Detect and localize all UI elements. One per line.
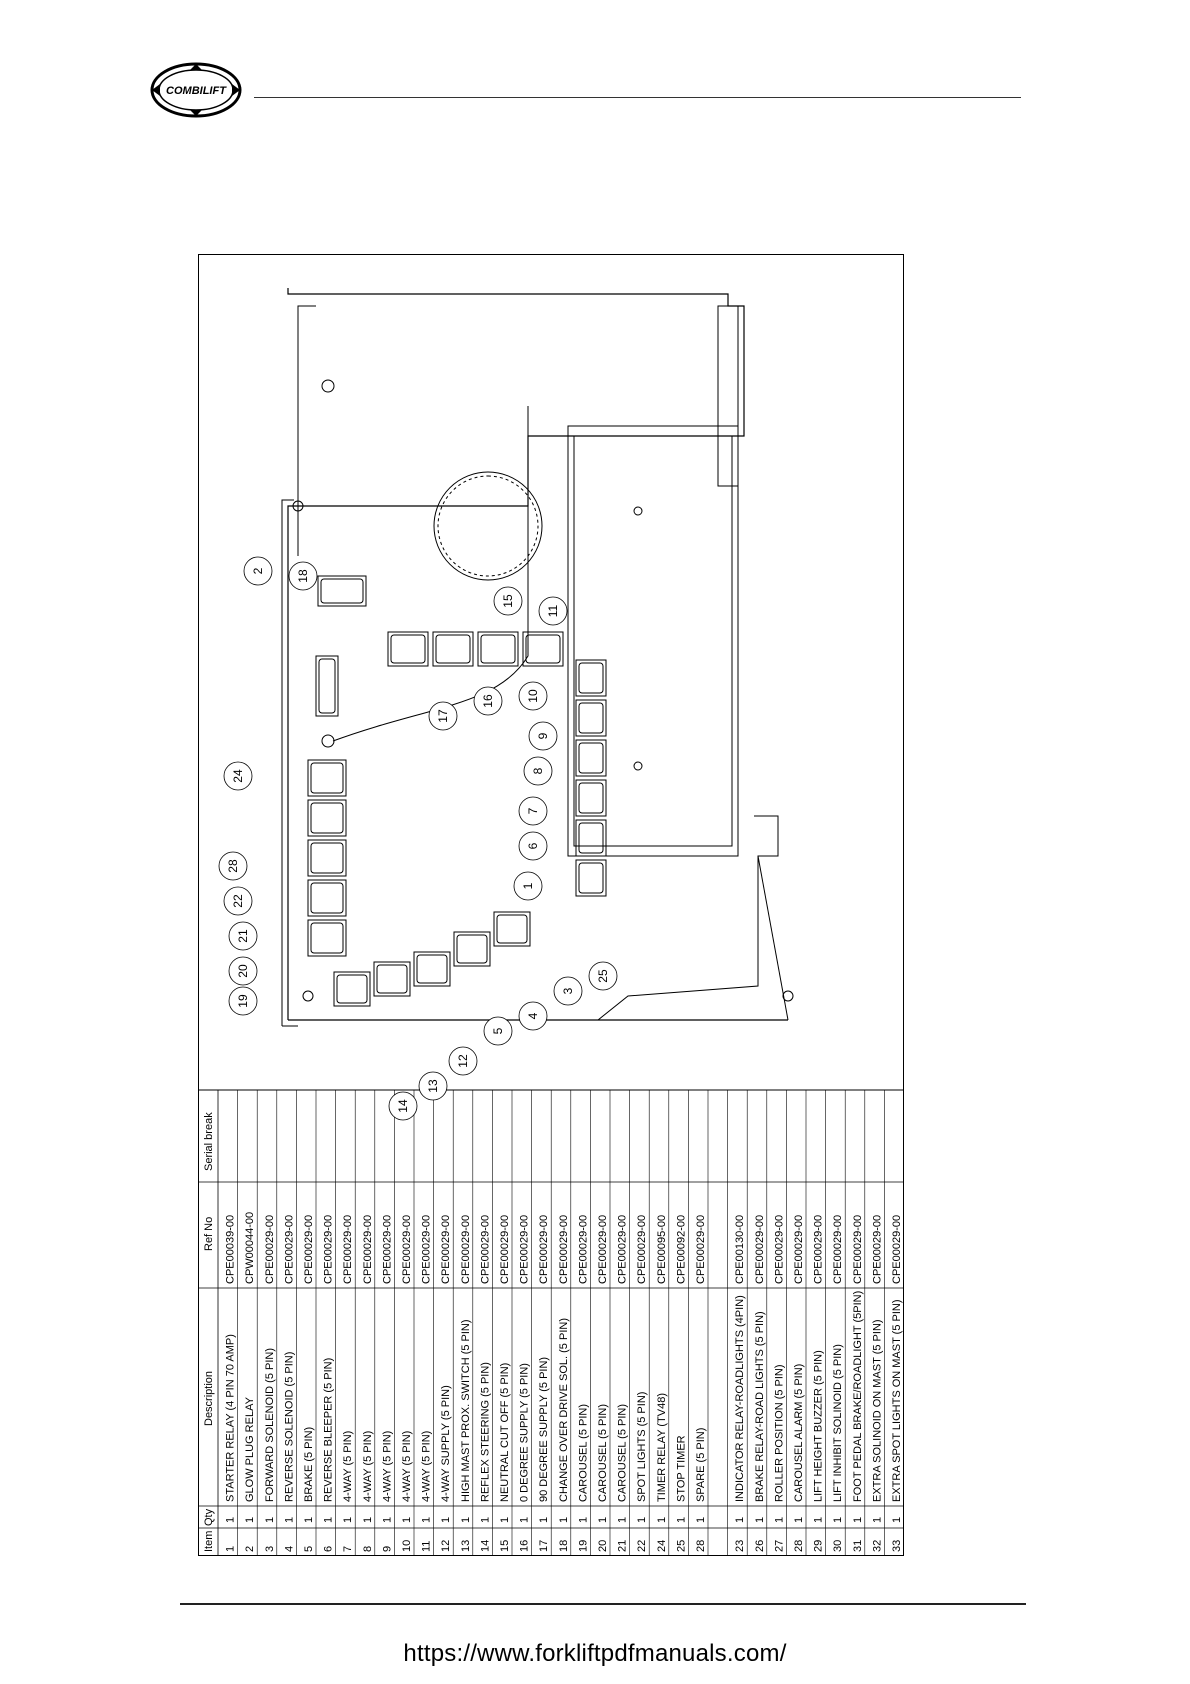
header-qty: Qty	[203, 1508, 215, 1526]
balloon-label-20: 20	[236, 964, 250, 978]
table-cell-item: 19	[577, 1539, 590, 1552]
table-cell-item: 17	[538, 1539, 551, 1552]
table-cell-qty: 1	[401, 1516, 413, 1523]
table-cell-qty: 1	[675, 1516, 688, 1523]
header-description: Description	[203, 1370, 215, 1426]
table-cell-qty: 1	[695, 1516, 707, 1523]
table-cell-qty: 1	[616, 1516, 629, 1523]
header-serial-break: Serial break	[203, 1112, 215, 1171]
table-cell-qty: 1	[891, 1516, 903, 1523]
table-cell-item: 28	[695, 1539, 707, 1552]
table-cell-item: 3	[263, 1545, 276, 1552]
table-cell-ref-no: CPW00044-00	[244, 1211, 257, 1284]
table-cell-description: 4-WAY SUPPLY (5 PIN)	[440, 1385, 453, 1502]
table-cell-ref-no: CPE00029-00	[322, 1214, 335, 1284]
table-cell-description: CAROUSEL (5 PIN)	[597, 1403, 609, 1502]
table-cell-item: 24	[655, 1539, 668, 1552]
table-cell-qty: 1	[342, 1516, 355, 1523]
table-cell-ref-no: CPE00130-00	[734, 1214, 747, 1284]
table-cell-description: ROLLER POSITION (5 PIN)	[773, 1364, 786, 1502]
table-cell-item: 26	[753, 1539, 766, 1552]
table-cell-ref-no: CPE00029-00	[420, 1214, 433, 1284]
table-cell-ref-no: CPE00095-00	[655, 1214, 668, 1284]
table-cell-item: 13	[459, 1539, 472, 1552]
table-cell-item: 16	[518, 1539, 531, 1552]
balloon-label-21: 21	[236, 929, 250, 943]
table-cell-qty: 1	[518, 1516, 531, 1523]
table-cell-qty: 1	[420, 1516, 433, 1523]
footer-rule	[180, 1603, 1026, 1605]
table-cell-qty: 1	[871, 1516, 884, 1523]
table-cell-ref-no: CPE00092-00	[675, 1214, 688, 1284]
table-cell-ref-no: CPE00029-00	[557, 1214, 570, 1284]
table-cell-ref-no: CPE00029-00	[303, 1214, 315, 1284]
table-cell-qty: 1	[361, 1516, 374, 1523]
svg-text:COMBILIFT: COMBILIFT	[166, 85, 226, 97]
table-cell-item: 15	[499, 1539, 511, 1552]
table-cell-item: 5	[303, 1545, 315, 1552]
table-cell-ref-no: CPE00029-00	[871, 1214, 884, 1284]
balloon-label-13: 13	[426, 1079, 440, 1093]
table-cell-item: 4	[283, 1545, 296, 1552]
table-cell-qty: 1	[773, 1516, 786, 1523]
table-cell-qty: 1	[263, 1516, 276, 1523]
table-cell-qty: 1	[440, 1516, 453, 1523]
table-cell-description: CHANGE OVER DRIVE SOL. (5 PIN)	[557, 1318, 570, 1502]
table-cell-item: 27	[773, 1539, 786, 1552]
table-cell-description: 4-WAY (5 PIN)	[401, 1430, 413, 1502]
header-item: Item	[203, 1530, 215, 1552]
table-cell-item: 20	[597, 1539, 609, 1552]
table-cell-ref-no: CPE00029-00	[263, 1214, 276, 1284]
table-cell-item: 29	[812, 1539, 825, 1552]
table-cell-qty: 1	[538, 1516, 551, 1523]
table-cell-description: GLOW PLUG RELAY	[244, 1397, 257, 1502]
balloon-label-25: 25	[596, 969, 610, 983]
header-ref-no: Ref No	[203, 1216, 215, 1251]
table-cell-qty: 1	[577, 1516, 590, 1523]
table-cell-description: 90 DEGREE SUPPLY (5 PIN)	[538, 1356, 551, 1502]
table-cell-description: CAROUSEL (5 PIN)	[577, 1403, 590, 1502]
table-cell-qty: 1	[753, 1516, 766, 1523]
header-rule	[254, 97, 1021, 98]
table-cell-qty: 1	[499, 1516, 511, 1523]
balloon-label-11: 11	[546, 604, 560, 618]
table-cell-description: FORWARD SOLENOID (5 PIN)	[263, 1347, 276, 1502]
drawing-canvas	[198, 254, 904, 1556]
table-cell-description: FOOT PEDAL BRAKE/ROADLIGHT (5PIN)	[851, 1290, 864, 1502]
table-cell-ref-no: CPE00029-00	[832, 1214, 845, 1284]
table-cell-qty: 1	[381, 1516, 394, 1523]
table-cell-description: STOP TIMER	[675, 1435, 688, 1502]
table-cell-item: 32	[871, 1539, 884, 1552]
table-cell-item: 31	[851, 1539, 864, 1552]
table-cell-description: NEUTRAL CUT OFF (5 PIN)	[499, 1362, 511, 1502]
relay-panel-drawing-sheet	[198, 254, 904, 1556]
table-cell-ref-no: CPE00029-00	[499, 1214, 511, 1284]
balloon-label-1: 1	[521, 882, 535, 890]
table-cell-qty: 1	[283, 1516, 296, 1523]
table-cell-ref-no: CPE00039-00	[224, 1214, 237, 1284]
table-cell-description: EXTRA SOLINOID ON MAST (5 PIN)	[871, 1319, 884, 1502]
table-cell-qty: 1	[557, 1516, 570, 1523]
table-cell-item: 14	[479, 1539, 492, 1552]
table-cell-ref-no: CPE00029-00	[753, 1214, 766, 1284]
table-cell-description: BRAKE (5 PIN)	[303, 1426, 315, 1502]
table-cell-ref-no: CPE00029-00	[636, 1214, 649, 1284]
balloon-label-24: 24	[231, 769, 245, 783]
balloon-label-9: 9	[536, 732, 550, 740]
table-cell-ref-no: CPE00029-00	[459, 1214, 472, 1284]
table-cell-description: REFLEX STEERING (5 PIN)	[479, 1362, 492, 1502]
table-cell-description: HIGH MAST PROX. SWITCH (5 PIN)	[459, 1319, 472, 1502]
table-cell-ref-no: CPE00029-00	[851, 1214, 864, 1284]
balloon-label-6: 6	[526, 842, 540, 850]
table-cell-ref-no: CPE00029-00	[793, 1214, 805, 1284]
table-cell-item: 8	[361, 1545, 374, 1552]
table-cell-qty: 1	[636, 1516, 649, 1523]
table-cell-item: 1	[224, 1545, 237, 1552]
combilift-logo	[148, 60, 244, 120]
table-cell-qty: 1	[479, 1516, 492, 1523]
table-cell-qty: 1	[597, 1516, 609, 1523]
balloon-label-3: 3	[561, 987, 575, 995]
table-cell-description: 0 DEGREE SUPPLY (5 PIN)	[518, 1363, 531, 1502]
table-cell-description: REVERSE BLEEPER (5 PIN)	[322, 1357, 335, 1502]
table-cell-description: TIMER RELAY (TV48)	[655, 1392, 668, 1502]
table-cell-ref-no: CPE00029-00	[440, 1214, 453, 1284]
table-cell-ref-no: CPE00029-00	[401, 1214, 413, 1284]
table-cell-ref-no: CPE00029-00	[597, 1214, 609, 1284]
table-cell-description: LIFT INHIBIT SOLINOID (5 PIN)	[832, 1344, 845, 1502]
table-cell-item: 30	[832, 1539, 845, 1552]
balloon-label-7: 7	[526, 807, 540, 815]
table-cell-item: 18	[557, 1539, 570, 1552]
table-cell-item: 22	[636, 1539, 649, 1552]
table-cell-item: 25	[675, 1539, 688, 1552]
table-cell-ref-no: CPE00029-00	[361, 1214, 374, 1284]
table-cell-description: LIFT HEIGHT BUZZER (5 PIN)	[812, 1350, 825, 1502]
table-cell-item: 2	[244, 1545, 257, 1552]
table-cell-description: SPARE (5 PIN)	[695, 1427, 707, 1502]
table-cell-item: 28	[793, 1539, 805, 1552]
table-cell-ref-no: CPE00029-00	[538, 1214, 551, 1284]
balloon-label-2: 2	[251, 567, 265, 575]
table-cell-ref-no: CPE00029-00	[891, 1214, 903, 1284]
table-cell-ref-no: CPE00029-00	[577, 1214, 590, 1284]
table-cell-description: 4-WAY (5 PIN)	[342, 1430, 355, 1502]
balloon-label-10: 10	[526, 689, 540, 703]
table-cell-qty: 1	[303, 1516, 315, 1523]
table-cell-description: CAROUSEL ALARM (5 PIN)	[793, 1363, 805, 1502]
table-cell-qty: 1	[832, 1516, 845, 1523]
table-cell-description: 4-WAY (5 PIN)	[361, 1430, 374, 1502]
balloon-label-15: 15	[501, 594, 515, 608]
table-cell-item: 21	[616, 1539, 629, 1552]
balloon-label-22: 22	[231, 894, 245, 908]
table-cell-qty: 1	[459, 1516, 472, 1523]
table-cell-qty: 1	[224, 1516, 237, 1523]
table-cell-ref-no: CPE00029-00	[381, 1214, 394, 1284]
balloon-label-14: 14	[396, 1099, 410, 1113]
table-cell-qty: 1	[322, 1516, 335, 1523]
balloon-label-5: 5	[491, 1027, 505, 1035]
table-cell-item: 12	[440, 1539, 453, 1552]
table-cell-item: 7	[342, 1545, 355, 1552]
table-cell-item: 23	[734, 1539, 747, 1552]
table-cell-qty: 1	[244, 1516, 257, 1523]
table-cell-description: INDICATOR RELAY-ROADLIGHTS (4PIN)	[734, 1295, 747, 1502]
table-cell-qty: 1	[734, 1516, 747, 1523]
table-cell-ref-no: CPE00029-00	[283, 1214, 296, 1284]
table-cell-item: 9	[381, 1545, 394, 1552]
footer-url[interactable]: https://www.forkliftpdfmanuals.com/	[403, 1640, 787, 1667]
balloon-label-8: 8	[531, 767, 545, 775]
table-cell-ref-no: CPE00029-00	[479, 1214, 492, 1284]
table-cell-qty: 1	[655, 1516, 668, 1523]
table-cell-ref-no: CPE00029-00	[695, 1214, 707, 1284]
table-cell-description: CAROUSEL (5 PIN)	[616, 1403, 629, 1502]
table-cell-description: BRAKE RELAY-ROAD LIGHTS (5 PIN)	[753, 1311, 766, 1502]
table-cell-description: 4-WAY (5 PIN)	[420, 1430, 433, 1502]
balloon-label-17: 17	[436, 709, 450, 723]
table-cell-ref-no: CPE00029-00	[773, 1214, 786, 1284]
table-cell-ref-no: CPE00029-00	[812, 1214, 825, 1284]
balloon-label-12: 12	[456, 1054, 470, 1068]
table-cell-ref-no: CPE00029-00	[616, 1214, 629, 1284]
table-cell-item: 6	[322, 1545, 335, 1552]
table-cell-description: 4-WAY (5 PIN)	[381, 1430, 394, 1502]
balloon-label-19: 19	[236, 994, 250, 1008]
table-cell-ref-no: CPE00029-00	[518, 1214, 531, 1284]
table-cell-description: REVERSE SOLENOID (5 PIN)	[283, 1351, 296, 1502]
table-cell-qty: 1	[793, 1516, 805, 1523]
table-cell-item: 11	[420, 1540, 433, 1552]
balloon-label-4: 4	[526, 1012, 540, 1020]
table-cell-item: 10	[401, 1539, 413, 1552]
balloon-label-18: 18	[296, 569, 310, 583]
table-cell-ref-no: CPE00029-00	[342, 1214, 355, 1284]
table-cell-item: 33	[891, 1539, 903, 1552]
table-cell-description: STARTER RELAY (4 PIN 70 AMP)	[224, 1334, 237, 1502]
table-cell-description: SPOT LIGHTS (5 PIN)	[636, 1391, 649, 1502]
table-cell-qty: 1	[851, 1516, 864, 1523]
table-cell-qty: 1	[812, 1516, 825, 1523]
table-cell-description: EXTRA SPOT LIGHTS ON MAST (5 PIN)	[891, 1299, 903, 1502]
balloon-label-28: 28	[226, 859, 240, 873]
balloon-label-16: 16	[481, 694, 495, 708]
